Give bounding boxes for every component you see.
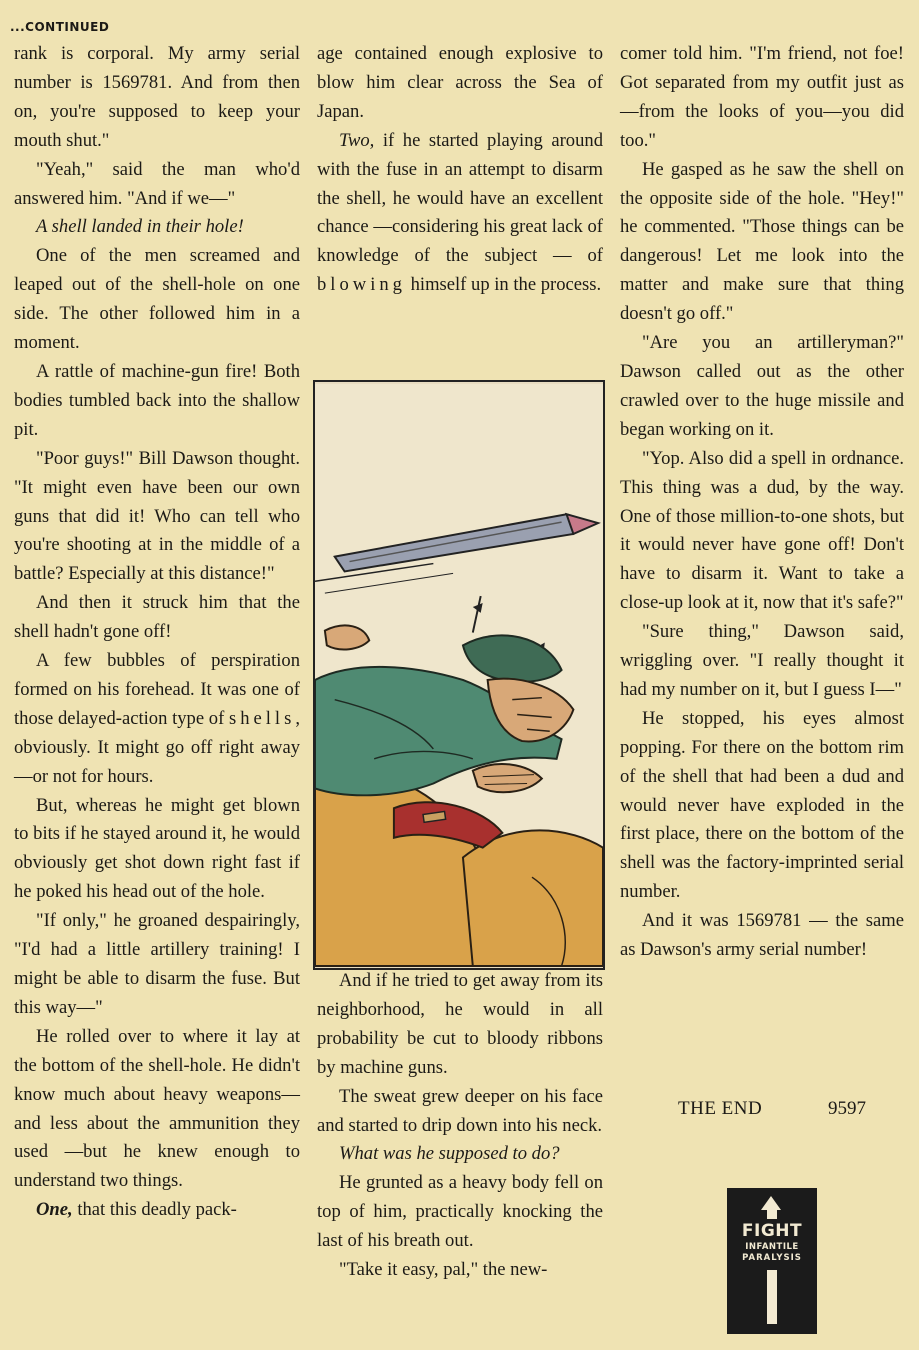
- badge-line-3: PARALYSIS: [742, 1253, 802, 1263]
- continued-label: ...CONTINUED: [10, 20, 110, 34]
- text-column-2: [317, 40, 603, 300]
- paragraph: He rolled over to where it lay at the bottom of the shell-hole. He didn't know much about heavy weapons—and less about the ammunition they used —but he knew enough to understand two things.: [14, 1025, 300, 1192]
- paragraph: age contained enough explosive to blow him clear across the Sea of Japan.: [317, 43, 603, 122]
- text-column-1: [14, 40, 300, 1225]
- paragraph: "Take it easy, pal," the new-: [339, 1259, 548, 1281]
- paragraph: One of the men screamed and leaped out of the shell-hole on one side. The other followed him in a moment.: [14, 245, 300, 354]
- paragraph: "Sure thing," Dawson said, wriggling over. "I really thought it had my number on it, but I guess I—": [620, 621, 904, 700]
- story-code: 9597: [828, 1098, 866, 1119]
- paragraph: He stopped, his eyes almost popping. For there on the bottom rim of the shell that had been a dud and would never have exploded in the first place, there on the bottom of the shell was the factory-imprinted serial number.: [620, 707, 904, 903]
- paragraph: And it was 1569781 — the same as Dawson's army serial number!: [620, 910, 904, 961]
- paragraph: "Yop. Also did a spell in ordnance. This thing was a dud, by the way. One of those million-to-one shots, but it would never have gone off! Don't have to disarm it. Want to take a close-up look at it, now that it's safe?": [620, 447, 904, 614]
- paragraph: "Are you an artilleryman?" Dawson called out as the other crawled over to the huge missile and began working on it.: [620, 332, 904, 440]
- paragraph: And then it struck him that the shell hadn't gone off!: [14, 592, 300, 643]
- paragraph: But, whereas he might get blown to bits if he stayed around it, he would obviously get shot down right fast if he poked his head out of the hole.: [14, 794, 300, 903]
- badge-line-1: FIGHT: [741, 1221, 803, 1241]
- paragraph: "If only," he groaned despairingly, "I'd had a little artillery training! I might be able to disarm the fuse. But this way—": [14, 910, 300, 1018]
- paragraph: A rattle of machine-gun fire! Both bodies tumbled back into the shallow pit.: [14, 360, 300, 440]
- arrow-up-icon: [761, 1196, 781, 1210]
- paragraph: And if he tried to get away from its neighborhood, he would in all probability be cut to bloody ribbons by machine guns.: [317, 970, 603, 1078]
- paragraph: Two, if he started playing around with the fuse in an attempt to disarm the shell, he would have an excellent chance —considering his great lack of knowledge of the subject — of blowing himself up in the process.: [317, 129, 603, 296]
- paragraph: He gasped as he saw the shell on the opposite side of the hole. "Hey!" he commented. "Those things can be dangerous! Let me look into the matter and make sure that thing doesn't go off.": [620, 158, 904, 325]
- paragraph: One, that this deadly pack-: [36, 1199, 237, 1221]
- the-end-label: THE END: [678, 1098, 763, 1119]
- paragraph: "Poor guys!" Bill Dawson thought. "It might even have been our own guns that did it! Who can tell who you're shooting at in the middle of a battle? Especially at this distance!": [14, 447, 300, 585]
- paragraph: A few bubbles of perspiration formed on his forehead. It was one of those delayed-action type of shells, obviously. It might go off right away—or not for hours.: [14, 650, 300, 787]
- paragraph: comer told him. "I'm friend, not foe! Got separated from my outfit just as—from the looks of you—you did too.": [620, 43, 904, 151]
- arrow-shaft: [767, 1270, 777, 1324]
- paragraph: rank is corporal. My army serial number is 1569781. And from then on, you're supposed to keep your mouth shut.": [14, 43, 300, 151]
- arrow-shaft: [767, 1209, 777, 1219]
- paragraph: A shell landed in their hole!: [36, 216, 244, 238]
- text-column-2-lower: [317, 967, 603, 1285]
- paragraph: He grunted as a heavy body fell on top of him, practically knocking the last of his breath out.: [317, 1172, 603, 1252]
- comic-panel-illustration: [313, 380, 605, 970]
- badge-line-2: INFANTILE: [745, 1242, 799, 1252]
- soldier-and-shell-illustration: [315, 382, 603, 968]
- text-column-3: [620, 40, 904, 965]
- paragraph: The sweat grew deeper on his face and started to drip down into his neck.: [317, 1085, 603, 1136]
- paragraph: "Yeah," said the man who'd answered him. "And if we—": [14, 158, 300, 209]
- paragraph: What was he supposed to do?: [339, 1143, 560, 1165]
- fight-infantile-paralysis-badge: [727, 1188, 817, 1334]
